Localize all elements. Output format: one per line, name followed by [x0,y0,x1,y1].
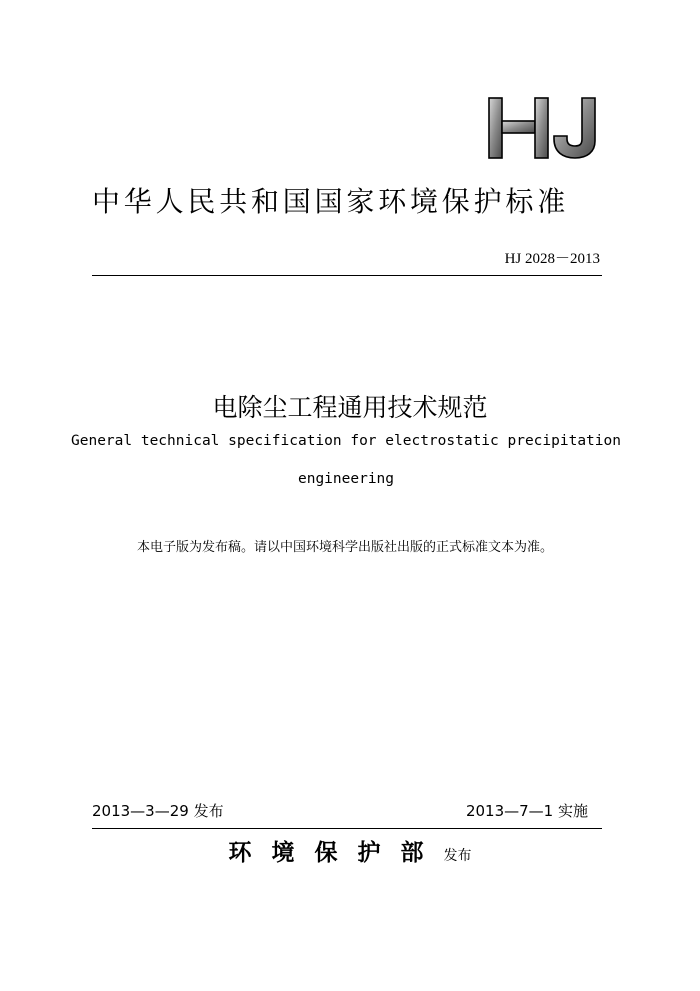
standard-category-title: 中华人民共和国国家环境保护标准 [92,185,570,218]
implementation-date: 2013—7—1 实施 [465,802,588,820]
issuer-name: 环境保护部 [228,840,444,866]
electronic-edition-note: 本电子版为发布稿。请以中国环境科学出版社出版的正式标准文本为准。 [136,540,553,555]
document-title-en-line2: engineering [297,471,395,487]
issuer-suffix: 发布 [443,848,472,864]
document-title-zh: 电除尘工程通用技术规范 [212,393,488,422]
document-title-en-line1: General technical specification for electrostatic precipitation [71,433,621,449]
publication-date: 2013—3—29 发布 [92,802,224,820]
logo-letter-j [554,98,595,158]
top-divider [92,275,602,276]
logo-letter-h [489,98,548,158]
standard-number: HJ 2028－2013 [504,251,600,267]
bottom-divider [92,828,602,829]
hj-logo [487,96,599,160]
issuer-line [0,834,700,867]
